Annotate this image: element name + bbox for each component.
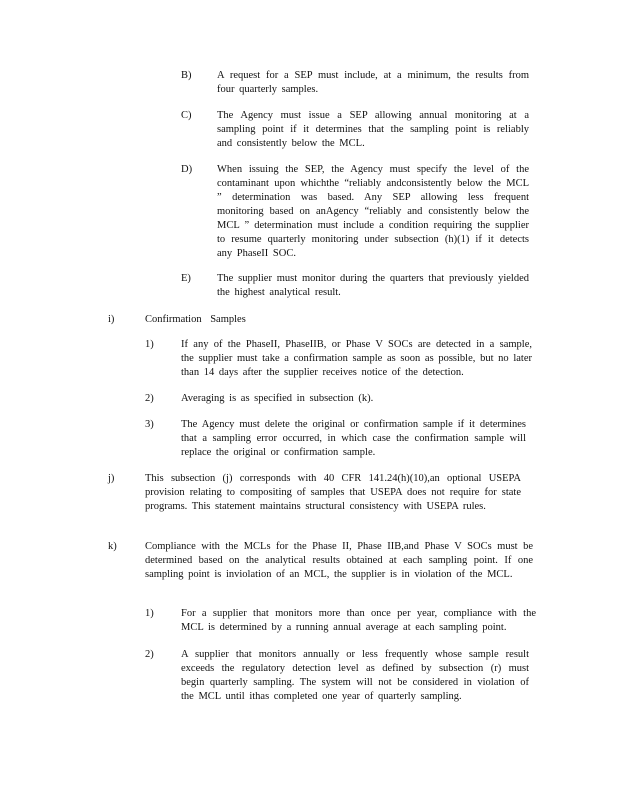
- item-d-label: D): [181, 164, 193, 175]
- section-k-item-2-label: 2): [145, 649, 154, 660]
- section-k-label: k): [108, 541, 117, 552]
- section-i-item-2-text: Averaging is as specified in subsection (k).: [181, 393, 374, 404]
- section-i-item-1-label: 1): [145, 339, 154, 350]
- item-c-label: C): [181, 110, 192, 121]
- section-k-item-1-label: 1): [145, 608, 154, 619]
- section-i-item-3-label: 3): [145, 419, 154, 430]
- item-d-text: When issuing the SEP, the Agency must specify the level of the contaminant upon whichthe “reliably andconsistently below the MCL ” determination was based. Any SEP allowing less frequent monitoring based on anAgency “reliably and consistently below the MCL ” determination must include a condition requiring the supplier to resume quarterly monitoring under subsection (h)(1) if it detects any PhaseII SOC.: [217, 164, 529, 259]
- item-e-label: E): [181, 273, 191, 284]
- item-b-text: A request for a SEP must include, at a minimum, the results from four quarterly samples.: [217, 70, 529, 95]
- item-b-label: B): [181, 70, 192, 81]
- section-i-item-2-label: 2): [145, 393, 154, 404]
- item-e-text: The supplier must monitor during the quarters that previously yielded the highest analytical result.: [217, 273, 529, 298]
- section-k-text: Compliance with the MCLs for the Phase II, Phase IIB,and Phase V SOCs must be determined based on the analytical results obtained at each sampling point. If one sampling point is inviolation of an MCL, the supplier is in violation of the MCL.: [145, 541, 533, 580]
- section-k-item-1-text: For a supplier that monitors more than once per year, compliance with the MCL is determined by a running annual average at each sampling point.: [181, 608, 536, 633]
- section-i-label: i): [108, 314, 115, 325]
- section-j-label: j): [108, 473, 115, 484]
- section-j-text: This subsection (j) corresponds with 40 CFR 141.24(h)(10),an optional USEPA provision relating to compositing of samples that USEPA does not require for state programs. This statement maintains structural consistency with USEPA rules.: [145, 473, 521, 512]
- section-i-item-3-text: The Agency must delete the original or confirmation sample if it determines that a sampling error occurred, in which case the confirmation sample will replace the original or confirmation sample.: [181, 419, 526, 458]
- section-i-item-1-text: If any of the PhaseII, PhaseIIB, or Phase V SOCs are detected in a sample, the supplier must take a confirmation sample as soon as possible, but no later than 14 days after the supplier receives notice of the detection.: [181, 339, 532, 378]
- section-k-item-2-text: A supplier that monitors annually or less frequently whose sample result exceeds the regulatory detection level as defined by subsection (r) must begin quarterly sampling. The system will not be considered in violation of the MCL until ithas completed one year of quarterly sampling.: [181, 649, 529, 702]
- item-c-text: The Agency must issue a SEP allowing annual monitoring at a sampling point if it determines that the sampling point is reliably and consistently below the MCL.: [217, 110, 529, 149]
- section-i-heading: Confirmation Samples: [145, 314, 246, 325]
